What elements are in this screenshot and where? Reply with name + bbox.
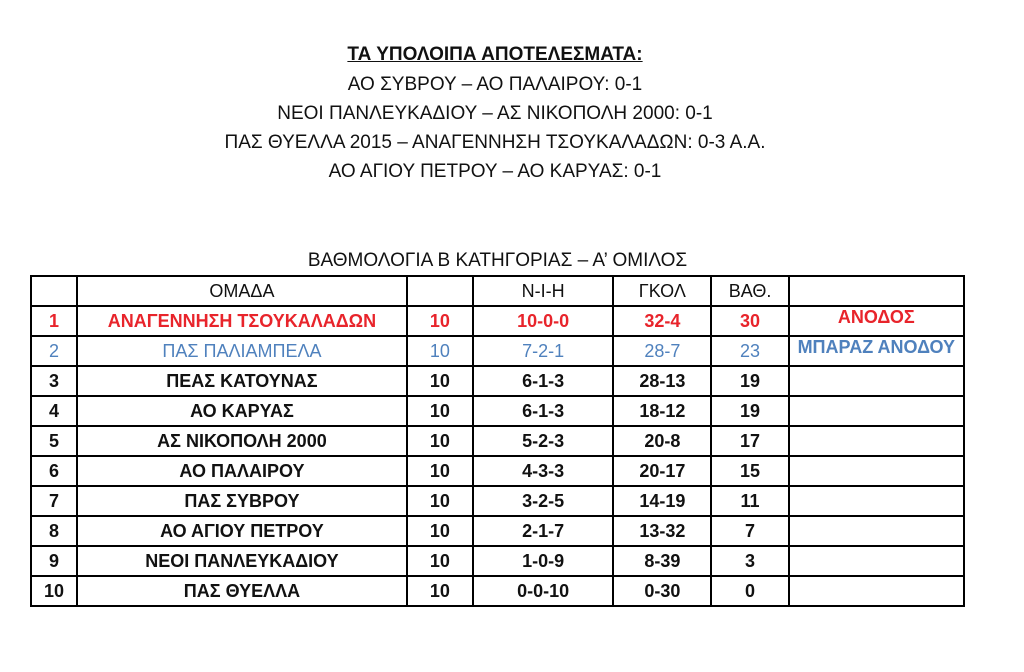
- result-line: ΝΕΟΙ ΠΑΝΛΕΥΚΑΔΙΟΥ – ΑΣ ΝΙΚΟΠΟΛΗ 2000: 0-1: [277, 103, 713, 124]
- position-cell: 5: [31, 426, 77, 456]
- position-cell: 2: [31, 336, 77, 366]
- header-position: [31, 276, 77, 306]
- header-goals: ΓΚΟΛ: [613, 276, 711, 306]
- table-row: [31, 426, 964, 456]
- header-points: ΒΑΘ.: [711, 276, 788, 306]
- games-cell: 10: [407, 396, 473, 426]
- goals-cell: 28-13: [613, 366, 711, 396]
- position-cell: 7: [31, 486, 77, 516]
- team-cell: ΑΟ ΠΑΛΑΙΡΟΥ: [77, 456, 407, 486]
- table-header-row: [31, 276, 964, 306]
- goals-cell: 28-7: [613, 336, 711, 366]
- points-cell: 19: [711, 396, 788, 426]
- record-cell: 0-0-10: [473, 576, 613, 606]
- goals-cell: 8-39: [613, 546, 711, 576]
- note-cell: [789, 546, 964, 576]
- points-cell: 7: [711, 516, 788, 546]
- games-cell: 10: [407, 576, 473, 606]
- points-cell: 15: [711, 456, 788, 486]
- note-cell: ΑΝΟΔΟΣ: [789, 306, 964, 336]
- points-cell: 30: [711, 306, 788, 336]
- position-cell: 1: [31, 306, 77, 336]
- team-cell: ΑΝΑΓΕΝΝΗΣΗ ΤΣΟΥΚΑΛΑΔΩΝ: [77, 306, 407, 336]
- points-cell: 23: [711, 336, 788, 366]
- games-cell: 10: [407, 426, 473, 456]
- record-cell: 6-1-3: [473, 366, 613, 396]
- table-row: [31, 516, 964, 546]
- goals-cell: 18-12: [613, 396, 711, 426]
- results-title: ΤΑ ΥΠΟΛΟΙΠΑ ΑΠΟΤΕΛΕΣΜΑΤΑ:: [347, 44, 643, 65]
- team-cell: ΝΕΟΙ ΠΑΝΛΕΥΚΑΔΙΟΥ: [77, 546, 407, 576]
- standings-title: ΒΑΘΜΟΛΟΓΙΑ Β ΚΑΤΗΓΟΡΙΑΣ – Α’ ΟΜΙΛΟΣ: [307, 250, 688, 271]
- goals-cell: 0-30: [613, 576, 711, 606]
- record-cell: 6-1-3: [473, 396, 613, 426]
- note-cell: [789, 396, 964, 426]
- table-row: [31, 576, 964, 606]
- team-cell: ΠΑΣ ΠΑΛΙΑΜΠΕΛΑ: [77, 336, 407, 366]
- points-cell: 0: [711, 576, 788, 606]
- results-section: [0, 40, 990, 186]
- team-cell: ΠΑΣ ΣΥΒΡΟΥ: [77, 486, 407, 516]
- record-cell: 3-2-5: [473, 486, 613, 516]
- team-cell: ΑΟ ΑΓΙΟΥ ΠΕΤΡΟΥ: [77, 516, 407, 546]
- games-cell: 10: [407, 366, 473, 396]
- team-cell: ΑΟ ΚΑΡΥΑΣ: [77, 396, 407, 426]
- team-cell: ΠΑΣ ΘΥΕΛΛΑ: [77, 576, 407, 606]
- record-cell: 4-3-3: [473, 456, 613, 486]
- record-cell: 10-0-0: [473, 306, 613, 336]
- table-row: [31, 546, 964, 576]
- note-cell: [789, 456, 964, 486]
- table-row: [31, 336, 964, 366]
- goals-cell: 13-32: [613, 516, 711, 546]
- record-cell: 2-1-7: [473, 516, 613, 546]
- points-cell: 17: [711, 426, 788, 456]
- result-line: ΑΟ ΑΓΙΟΥ ΠΕΤΡΟΥ – ΑΟ ΚΑΡΥΑΣ: 0-1: [328, 161, 662, 182]
- games-cell: 10: [407, 486, 473, 516]
- table-row: [31, 486, 964, 516]
- note-cell: [789, 516, 964, 546]
- header-games: [407, 276, 473, 306]
- header-note: [789, 276, 964, 306]
- record-cell: 7-2-1: [473, 336, 613, 366]
- position-cell: 4: [31, 396, 77, 426]
- position-cell: 10: [31, 576, 77, 606]
- goals-cell: 20-8: [613, 426, 711, 456]
- standings-table: [30, 275, 965, 607]
- note-cell: [789, 366, 964, 396]
- record-cell: 5-2-3: [473, 426, 613, 456]
- points-cell: 11: [711, 486, 788, 516]
- note-cell: [789, 486, 964, 516]
- position-cell: 3: [31, 366, 77, 396]
- table-row: [31, 366, 964, 396]
- points-cell: 19: [711, 366, 788, 396]
- team-cell: ΠΕΑΣ ΚΑΤΟΥΝΑΣ: [77, 366, 407, 396]
- games-cell: 10: [407, 516, 473, 546]
- note-cell: ΜΠΑΡΑΖ ΑΝΟΔΟΥ: [789, 336, 964, 366]
- goals-cell: 14-19: [613, 486, 711, 516]
- note-cell: [789, 576, 964, 606]
- position-cell: 9: [31, 546, 77, 576]
- position-cell: 8: [31, 516, 77, 546]
- header-record: Ν-Ι-Η: [473, 276, 613, 306]
- table-row: [31, 396, 964, 426]
- record-cell: 1-0-9: [473, 546, 613, 576]
- games-cell: 10: [407, 336, 473, 366]
- position-cell: 6: [31, 456, 77, 486]
- team-cell: ΑΣ ΝΙΚΟΠΟΛΗ 2000: [77, 426, 407, 456]
- table-row: [31, 456, 964, 486]
- games-cell: 10: [407, 456, 473, 486]
- table-row: [31, 306, 964, 336]
- header-team: ΟΜΑΔΑ: [77, 276, 407, 306]
- note-cell: [789, 426, 964, 456]
- games-cell: 10: [407, 306, 473, 336]
- goals-cell: 20-17: [613, 456, 711, 486]
- result-line: ΑΟ ΣΥΒΡΟΥ – ΑΟ ΠΑΛΑΙΡΟΥ: 0-1: [347, 74, 643, 95]
- games-cell: 10: [407, 546, 473, 576]
- points-cell: 3: [711, 546, 788, 576]
- goals-cell: 32-4: [613, 306, 711, 336]
- result-line: ΠΑΣ ΘΥΕΛΛΑ 2015 – ΑΝΑΓΕΝΝΗΣΗ ΤΣΟΥΚΑΛΑΔΩΝ: 0-3 Α.Α.: [224, 132, 766, 153]
